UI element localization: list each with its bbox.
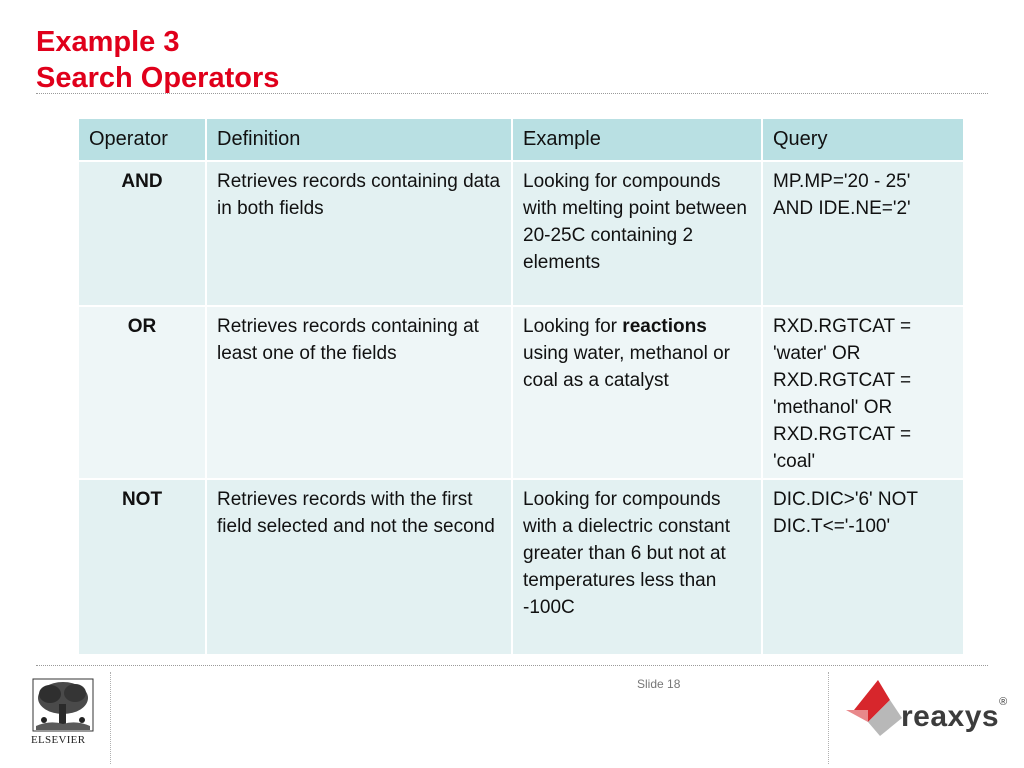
title-divider: [36, 93, 988, 94]
operator-cell: AND: [78, 161, 206, 306]
example-cell: [512, 306, 762, 479]
table-header-row: [78, 118, 964, 161]
example-cell: Looking for compounds with a dielectric constant greater than 6 but not at temperatures less than -100C: [512, 479, 762, 655]
definition-cell: Retrieves records containing at least one of the fields: [206, 306, 512, 479]
header-operator: Operator: [78, 118, 206, 161]
query-cell: DIC.DIC>'6' NOT DIC.T<='-100': [762, 479, 964, 655]
example-text-prefix: Looking for: [523, 316, 623, 337]
example-cell: Looking for compounds with melting point between 20-25C containing 2 elements: [512, 161, 762, 306]
definition-cell: Retrieves records with the first field selected and not the second: [206, 479, 512, 655]
table-row-and: [78, 161, 964, 306]
query-cell: RXD.RGTCAT = 'water' OR RXD.RGTCAT = 'methanol' OR RXD.RGTCAT = 'coal': [762, 306, 964, 479]
header-example: Example: [512, 118, 762, 161]
table-row-not: [78, 479, 964, 655]
footer-divider: [36, 665, 988, 666]
title-line-1: Example 3: [36, 26, 180, 58]
reaxys-name: reaxys: [901, 700, 1000, 733]
header-definition: Definition: [206, 118, 512, 161]
slide-title: [36, 24, 279, 96]
definition-cell: Retrieves records containing data in both fields: [206, 161, 512, 306]
table-row-or: [78, 306, 964, 479]
reaxys-shape-light-red: [846, 710, 868, 722]
footer-separator-right: [828, 672, 829, 764]
search-operators-table: [77, 117, 965, 656]
title-line-2: Search Operators: [36, 62, 280, 94]
elsevier-wordmark: ELSEVIER: [31, 734, 86, 746]
operator-cell: OR: [78, 306, 206, 479]
registered-mark: ®: [999, 696, 1008, 708]
reaxys-wordmark: [901, 696, 1008, 734]
slide-number: Slide 18: [637, 677, 681, 691]
query-cell: MP.MP='20 - 25' AND IDE.NE='2': [762, 161, 964, 306]
operator-cell: NOT: [78, 479, 206, 655]
example-text-suffix: using water, methanol or coal as a catalyst: [523, 343, 731, 391]
header-query: Query: [762, 118, 964, 161]
reaxys-logo-icon: [846, 678, 904, 738]
footer-separator-left: [110, 672, 111, 764]
example-text-bold: reactions: [622, 316, 707, 337]
